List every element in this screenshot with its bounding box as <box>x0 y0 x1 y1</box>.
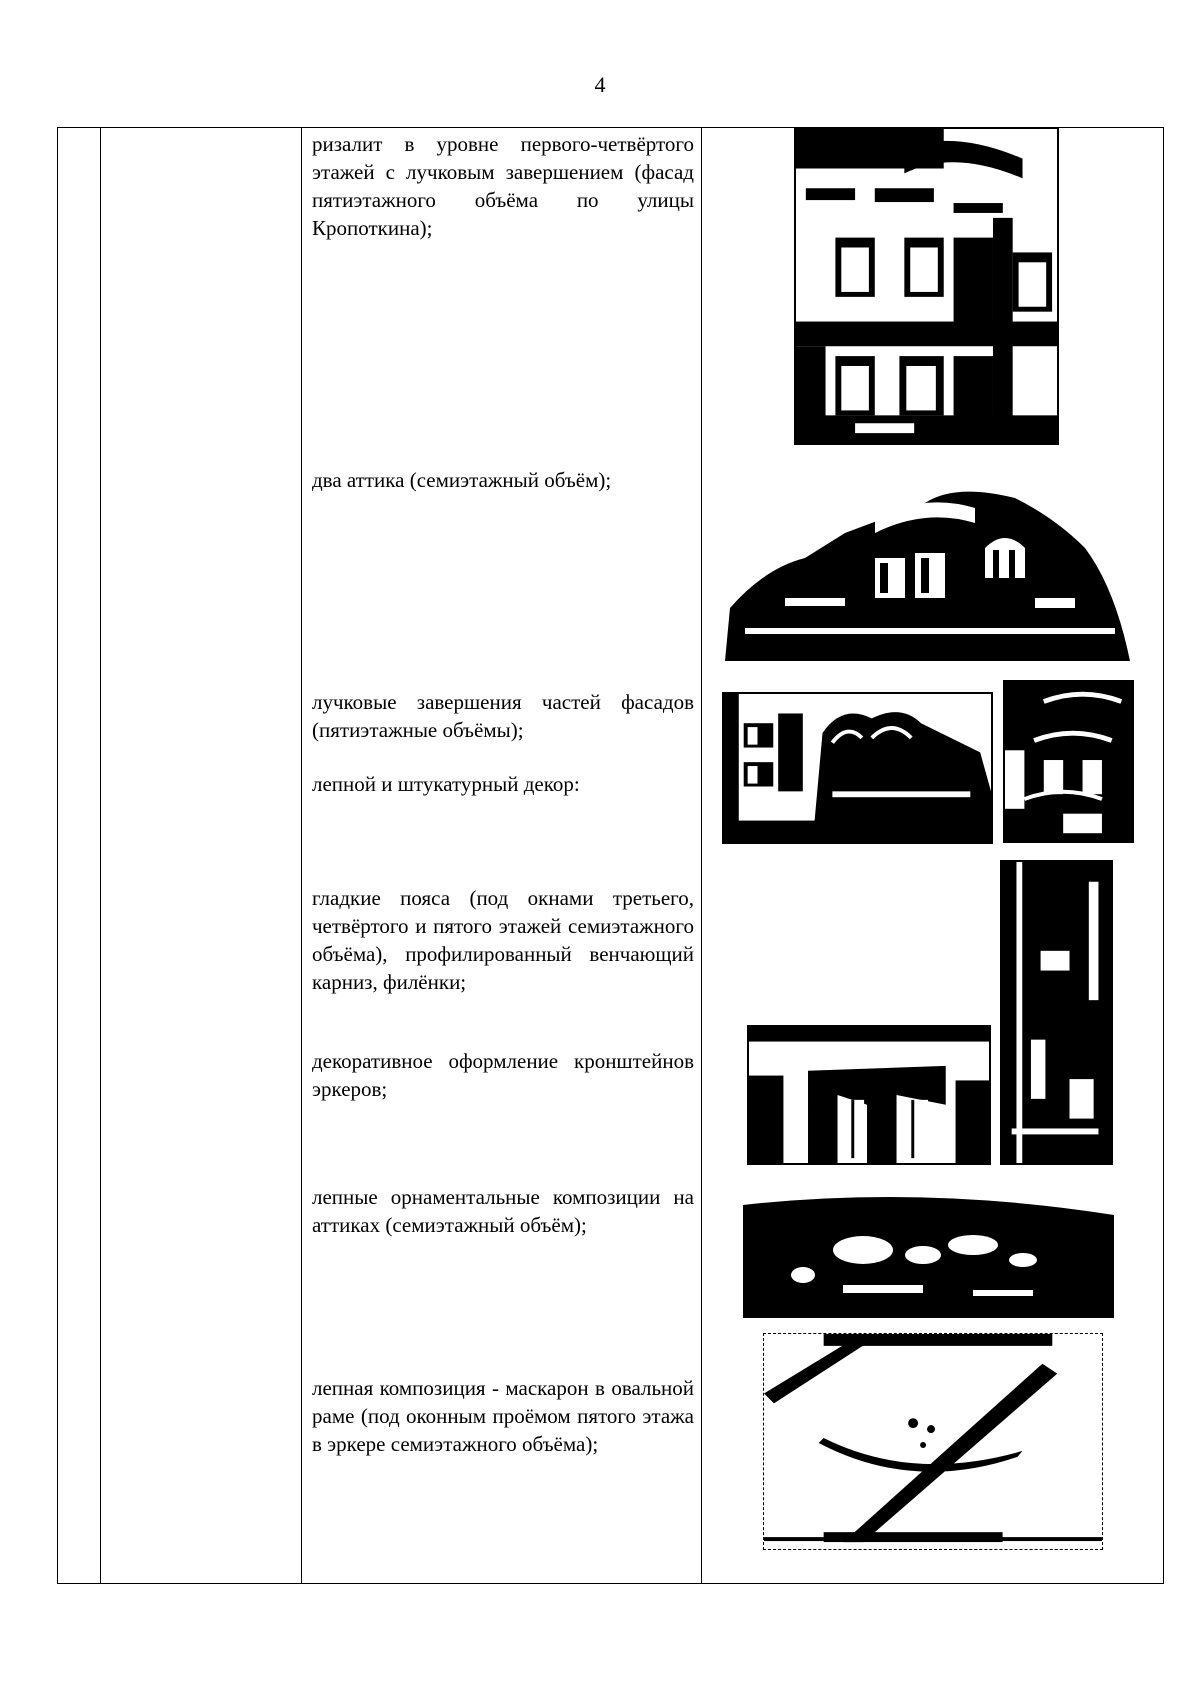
photo-risalit <box>794 127 1059 445</box>
photo-arches-right <box>1003 680 1134 843</box>
photo-belts-right <box>1000 860 1113 1165</box>
photo-brackets <box>747 1025 991 1165</box>
item-risalit-text: ризалит в уровне первого-четвёртого этажей с лучковым завершением (фасад пятиэтажного объёма по улицы Кропоткина); <box>312 132 694 240</box>
column-divider <box>100 128 101 1583</box>
photo-attics <box>725 478 1137 661</box>
photo-mascaron <box>763 1333 1103 1550</box>
decor-heading-text: лепной и штукатурный декор: <box>312 772 580 796</box>
column-divider <box>301 128 302 1583</box>
item-mascaron-text: лепная композиция - маскарон в овальной раме (под оконным проёмом пятого этажа в эркере семиэтажного объёма); <box>312 1376 694 1456</box>
item-arches-text: лучковые завершения частей фасадов (пятиэтажные объёмы); <box>312 690 694 742</box>
item-belts-text: гладкие пояса (под окнами третьего, четвёртого и пятого этажей семиэтажного объёма), профилированный венчающий карниз, филёнки; <box>312 886 694 994</box>
item-brackets-text: декоративное оформление кронштейнов эркеров; <box>312 1049 694 1101</box>
photo-ornaments <box>743 1195 1114 1318</box>
item-ornaments-text: лепные орнаментальные композиции на аттиках (семиэтажный объём); <box>312 1185 694 1237</box>
item-attics-text: два аттика (семиэтажный объём); <box>312 468 612 492</box>
column-divider <box>701 128 702 1583</box>
photo-arches-left <box>722 692 993 844</box>
page-number: 4 <box>594 72 606 97</box>
